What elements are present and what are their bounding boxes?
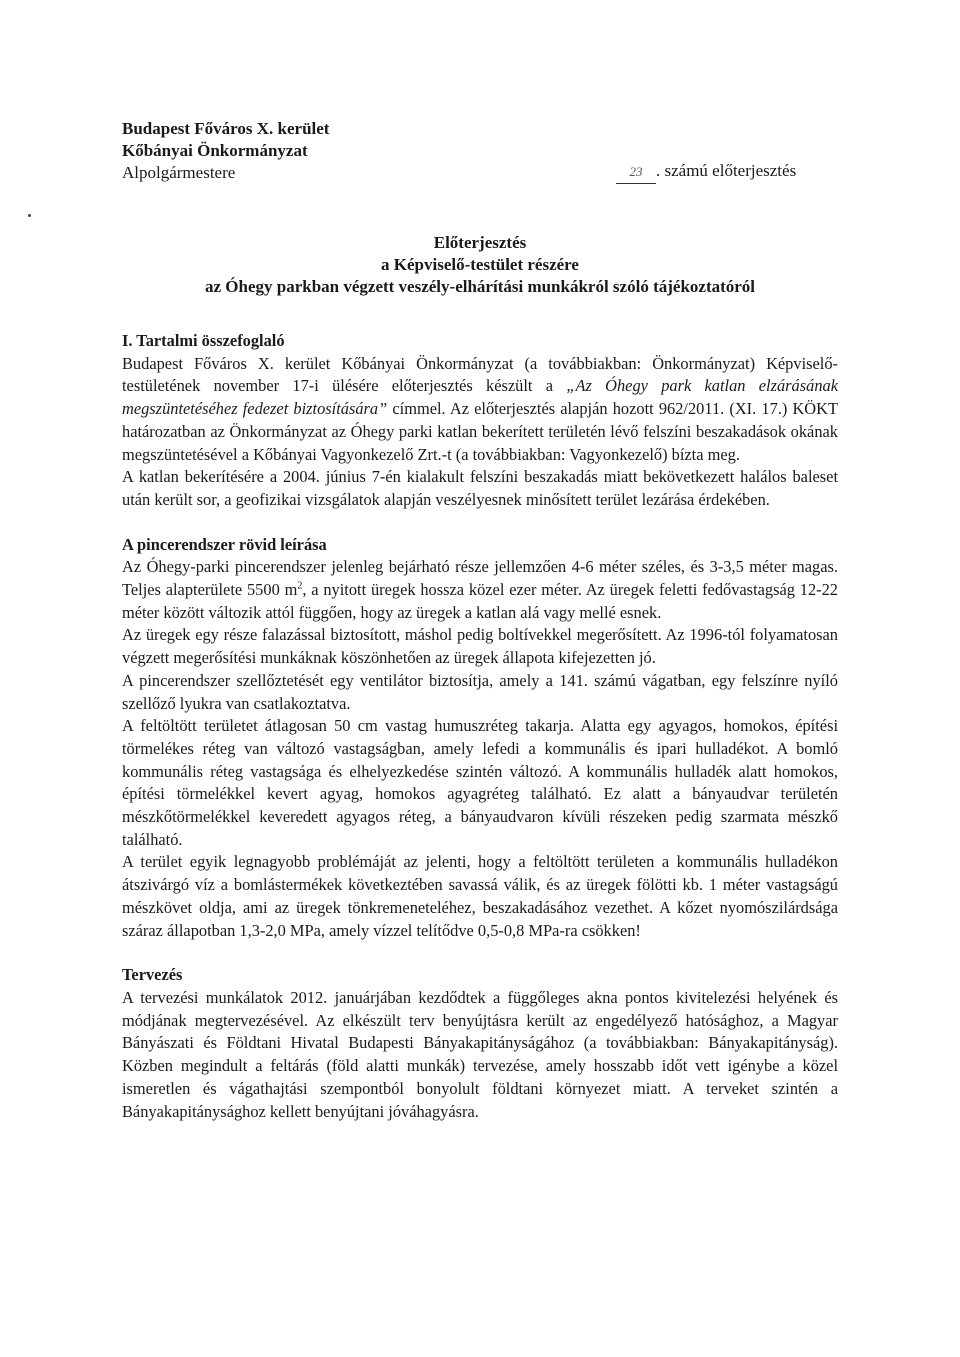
cellar-paragraph-1 bbox=[122, 556, 838, 624]
title-line-3: az Óhegy parkban végzett veszély-elhárítási munkákról szóló tájékoztatóról bbox=[204, 277, 756, 296]
title-line-2: a Képviselő-testület részére bbox=[381, 255, 579, 274]
summary-p1-text-a: Budapest Főváros X. kerület Kőbányai Önkormányzat (a továbbiakban: Önkormányzat) Képviselő-testületének november 17-i ülésére előterjesztés készült a bbox=[122, 353, 838, 396]
issuer-line-1: Budapest Főváros X. kerület bbox=[122, 119, 330, 138]
issuer-block bbox=[122, 118, 329, 184]
section-gap bbox=[122, 512, 838, 534]
planning-paragraph-1: A tervezési munkálatok 2012. januárjában kezdődtek a függőleges akna pontos kivitelezési helyének és módjának megtervezésével. Az elkészült terv benyújtásra került az engedélyező hatósághoz, a Magyar Bányászati és Földtani Hivatal Budapesti Bányakapitányságához (a továbbiakban: Bányakapitányság). Közben megindult a feltárás (föld alatti munkák) tervezése, amely hosszabb időt vett igénybe a közel ismeretlen és vágathajtási szempontból bonyolult földtani környezet miatt. A terveket szintén a Bányakapitánysághoz kellett benyújtani jóváhagyásra. bbox=[122, 987, 838, 1121]
summary-paragraph-2: A katlan bekerítésére a 2004. június 7-én kialakult felszíni beszakadás miatt bekövetkezett halálos baleset után került sor, a geofizikai vizsgálatok alapján veszélyesnek minősített terület lezárása érdekében. bbox=[122, 467, 838, 509]
summary-p1-cited-title: „Az Óhegy park katlan elzárásának megszüntetéséhez fedezet biztosítására” bbox=[122, 376, 838, 419]
cellar-paragraph-3: A pincerendszer szellőztetését egy ventilátor biztosítja, amely a 141. számú vágatban, egy felszínre nyíló szellőző lyukra van csatlakoztatva. bbox=[122, 670, 838, 713]
scan-speck bbox=[28, 214, 31, 217]
section-heading-planning: Tervezés bbox=[122, 965, 183, 985]
document-title bbox=[122, 232, 838, 298]
section-heading-cellar: A pincerendszer rövid leírása bbox=[122, 534, 327, 554]
title-line-1: Előterjesztés bbox=[433, 233, 527, 252]
cellar-p1-text-b: , a nyitott üregek hossza közel ezer méter. Az üregek feletti fedővastagság 12-22 méter között változik attól függően, hogy az üregek a katlan alá vagy mellé esnek. bbox=[122, 580, 838, 622]
issuer-line-2: Kőbányai Önkormányzat bbox=[122, 141, 308, 160]
document-body bbox=[122, 330, 838, 1123]
summary-paragraph-1 bbox=[122, 353, 838, 467]
proposal-reference-label: . számú előterjesztés bbox=[656, 161, 797, 180]
cellar-paragraph-2: Az üregek egy része falazással biztosított, máshol pedig boltívekkel megerősített. Az 1996-tól folyamatosan végzett megerősítési munkáknak köszönhetően az üregek állapota kifejezetten jó. bbox=[122, 625, 838, 668]
issuer-line-3: Alpolgármestere bbox=[122, 163, 236, 182]
proposal-number: 23 bbox=[616, 161, 656, 184]
proposal-reference bbox=[616, 160, 796, 184]
cellar-p1-superscript: 2 bbox=[297, 580, 303, 592]
cellar-p1-text-a: Az Óhegy-parki pincerendszer jelenleg bejárható része jellemzően 4-6 méter széles, és 3-3,5 méter magas. Teljes alapterülete 5500 m bbox=[122, 557, 838, 600]
section-gap bbox=[122, 942, 838, 964]
cellar-paragraph-4: A feltöltött területet átlagosan 50 cm vastag humuszréteg takarja. Alatta egy agyagos, homokos, építési törmelékes réteg van változó vastagságban, amely lefedi a kommunális és ipari hulladékot. A bomló kommunális réteg vastagsága és elhelyezkedése szintén változó. A kommunális hulladék alatt homokos, építési törmelékkel kevert agyag, homokos agyagréteg található. Ez alatt a bányaudvar területén mészkőtörmelékkel keveredett agyagos réteg, a bányaudvaron kívüli részeken pedig szarmata mészkő található. bbox=[122, 716, 838, 849]
section-heading-summary: I. Tartalmi összefoglaló bbox=[122, 331, 285, 350]
summary-p1-text-b: címmel. Az előterjesztés alapján hozott 962/2011. (XI. 17.) KÖKT határozatban az Önkormányzat az Óhegy parki katlan bekerített területén lévő felszíni beszakadások okának megszüntetésével a Kőbányai Vagyonkezelő Zrt.-t (a továbbiakban: Vagyonkezelő) bízta meg. bbox=[122, 399, 838, 464]
cellar-paragraph-5: A terület egyik legnagyobb problémáját az jelenti, hogy a feltöltött területen a kommunális hulladékon átszivárgó víz a bomlástermékek következtében savassá válik, és az üregek fölötti kb. 1 méter vastagságú mészkövet oldja, ami az üregek tönkremeneteléhez, beszakadásához vezethet. A kőzet nyomószilárdsága száraz állapotban 1,3-2,0 MPa, amely vízzel telítődve 0,5-0,8 MPa-ra csökken! bbox=[122, 852, 838, 940]
